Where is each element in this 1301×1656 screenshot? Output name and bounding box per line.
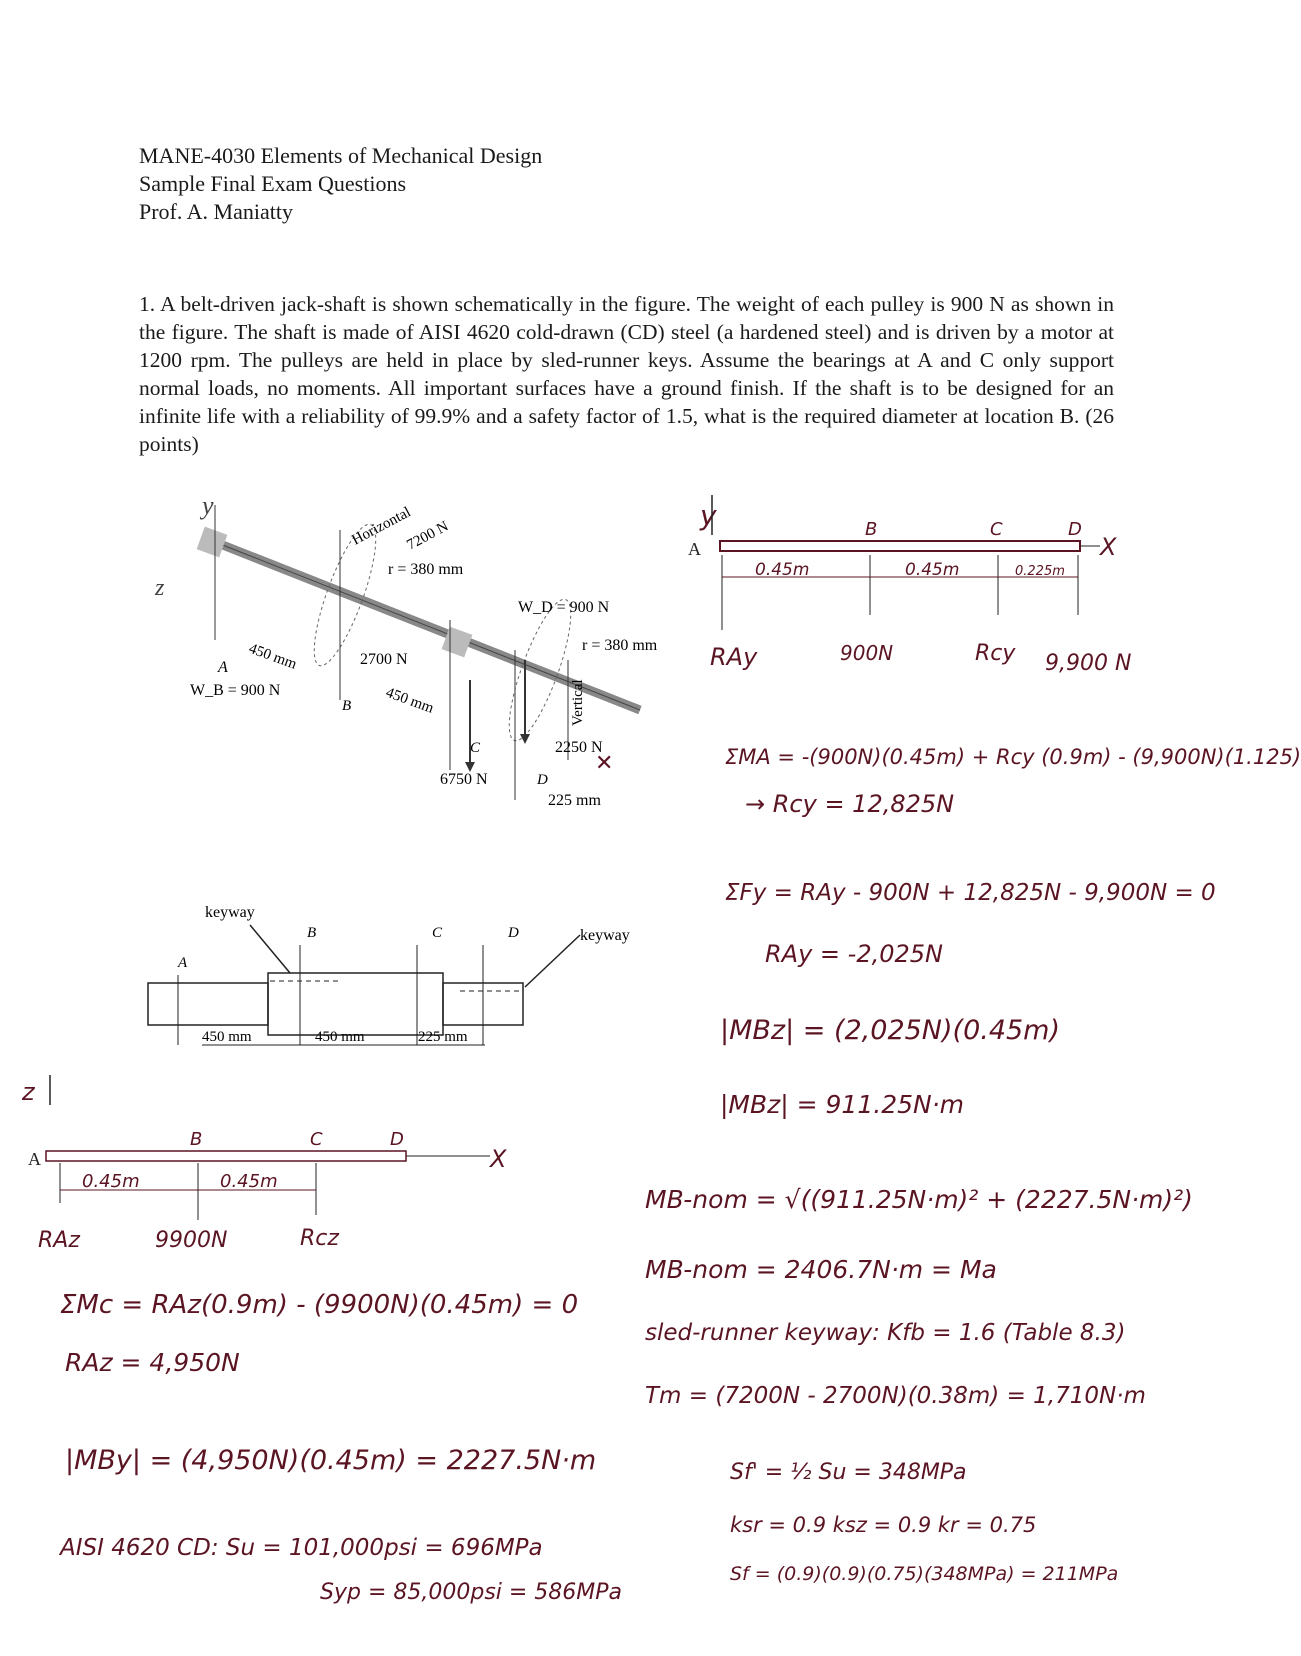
fbd-y-beam (720, 541, 1080, 551)
fbd-y-b: B (865, 519, 878, 540)
fbd-y-axis-label: y (700, 499, 717, 532)
fbd-z-diagram (20, 1055, 540, 1265)
dim-225: 225 mm (548, 792, 601, 809)
calc-right-10: Tm = (7200N - 2700N)(0.38m) = 1,710N·m (645, 1383, 1146, 1409)
calc-right-3: ΣFy = RAy - 900N + 12,825N - 9,900N = 0 (725, 880, 1216, 906)
calc-right-7: MB-nom = √((911.25N·m)² + (2227.5N·m)²) (645, 1185, 1193, 1214)
calc-left-3: |MBy| = (4,950N)(0.45m) = 2227.5N·m (65, 1445, 597, 1476)
label-2250: 2250 N (555, 739, 603, 756)
calc-right-5: |MBz| = (2,025N)(0.45m) (720, 1015, 1061, 1046)
professor-name: Prof. A. Maniatty (139, 199, 293, 224)
fbd-z-axis-x: X (490, 1145, 507, 1173)
bearing-a (197, 527, 228, 558)
iso-axis-z: z (155, 575, 165, 601)
fbd-y-l3: 0.225m (1015, 564, 1065, 579)
shaft-label-a: A (178, 955, 188, 971)
shaft-keyway-right: keyway (580, 927, 630, 944)
calc-right-9: sled-runner keyway: Kfb = 1.6 (Table 8.3) (645, 1320, 1126, 1346)
fbd-z-c: C (310, 1129, 323, 1150)
course-title: MANE-4030 Elements of Mechanical Design (139, 143, 543, 168)
fbd-z-a: A (28, 1149, 41, 1169)
shaft-label-d: D (508, 925, 519, 941)
calc-left-5: Syp = 85,000psi = 586MPa (320, 1580, 623, 1605)
fbd-z-rcz: Rcz (300, 1226, 339, 1251)
calc-left-1: ΣMc = RAz(0.9m) - (9900N)(0.45m) = 0 (60, 1290, 579, 1320)
dim-450-b: 450 mm (383, 684, 436, 717)
calc-right-4: RAy = -2,025N (765, 940, 943, 968)
fbd-y-axis-x: X (1100, 533, 1117, 561)
fbd-y-l1: 0.45m (755, 560, 810, 580)
problem-statement: 1. A belt-driven jack-shaft is shown schematically in the figure. The weight of each pulley is 900 N as shown in the figure. The shaft is made of AISI 4620 cold-drawn (CD) steel (a hardened steel) and is driven by a motor at 1200 rpm. The pulleys are held in place by sled-runner keys. Assume the bearings at A and C only support normal loads, no moments. All important surfaces have a ground finish. If the shaft is to be designed for an infinite life with a reliability of 99.9% and a safety factor of 1.5, what is the required diameter at location B. (26 points) (139, 292, 1114, 456)
shaft-dim-1: 450 mm (202, 1029, 252, 1045)
isometric-shaft-figure (155, 491, 690, 860)
fbd-y-diagram (688, 495, 1260, 715)
label-wb: W_B = 900 N (190, 682, 281, 699)
dim-450-a: 450 mm (246, 640, 299, 673)
fbd-z-b: B (190, 1129, 203, 1150)
shaft-step-1 (148, 983, 268, 1025)
calc-right-11: Sf' = ½ Su = 348MPa (730, 1460, 967, 1485)
calc-right-2: → Rcy = 12,825N (745, 790, 955, 818)
label-wd: W_D = 900 N (518, 599, 610, 616)
calc-right-6: |MBz| = 911.25N·m (720, 1090, 965, 1119)
calc-left-4: AISI 4620 CD: Su = 101,000psi = 696MPa (60, 1535, 543, 1561)
fbd-y-force-d: 9,900 N (1045, 651, 1132, 676)
fbd-z-raz: RAz (38, 1228, 80, 1253)
stepped-shaft-figure (140, 895, 660, 1075)
iso-label-d: D (537, 772, 548, 788)
fbd-z-l2: 0.45m (220, 1171, 278, 1192)
fbd-y-a: A (688, 539, 701, 559)
shaft-label-b: B (307, 925, 317, 941)
fbd-y-c: C (990, 519, 1003, 540)
shaft-dim-2: 450 mm (315, 1029, 365, 1045)
svg-text:✕: ✕ (595, 750, 614, 775)
fbd-y-d: D (1068, 519, 1082, 540)
label-6750: 6750 N (440, 771, 488, 788)
fbd-y-rcy: Rcy (975, 641, 1016, 666)
calc-right-8: MB-nom = 2406.7N·m = Ma (645, 1255, 997, 1284)
fbd-y-force-b: 900N (840, 641, 894, 665)
iso-axis-y: y (202, 491, 214, 520)
label-r-right: r = 380 mm (582, 637, 658, 654)
calc-right-12: ksr = 0.9 ksz = 0.9 kr = 0.75 (730, 1513, 1037, 1537)
label-7200: 7200 N (404, 518, 452, 554)
document-header (139, 142, 542, 226)
fbd-y-ray: RAy (710, 643, 758, 671)
iso-label-c: C (470, 740, 481, 756)
fbd-z-force-b: 9900N (155, 1228, 228, 1253)
shaft-keyway-left: keyway (205, 904, 255, 921)
label-2700: 2700 N (360, 651, 408, 668)
exam-subtitle: Sample Final Exam Questions (139, 171, 407, 196)
calc-left-2: RAz = 4,950N (65, 1348, 240, 1377)
fbd-z-l1: 0.45m (82, 1171, 140, 1192)
label-vertical: Vertical (570, 679, 586, 726)
label-horizontal: Horizontal (349, 504, 414, 549)
label-r-top: r = 380 mm (388, 561, 464, 578)
shaft-dim-3: 225 mm (418, 1029, 468, 1045)
calc-right-13: Sf = (0.9)(0.9)(0.75)(348MPa) = 211MPa (730, 1563, 1119, 1585)
iso-label-b: B (342, 698, 352, 714)
fbd-z-axis-label: z (22, 1078, 35, 1106)
fbd-y-l2: 0.45m (905, 560, 960, 580)
calc-right-1: ΣMA = -(900N)(0.45m) + Rcy (0.9m) - (9,900N)(1.125) (725, 745, 1301, 769)
fbd-z-d: D (390, 1129, 404, 1150)
shaft-label-c: C (432, 925, 443, 941)
fbd-z-beam (46, 1151, 406, 1161)
iso-label-a: A (218, 659, 228, 676)
